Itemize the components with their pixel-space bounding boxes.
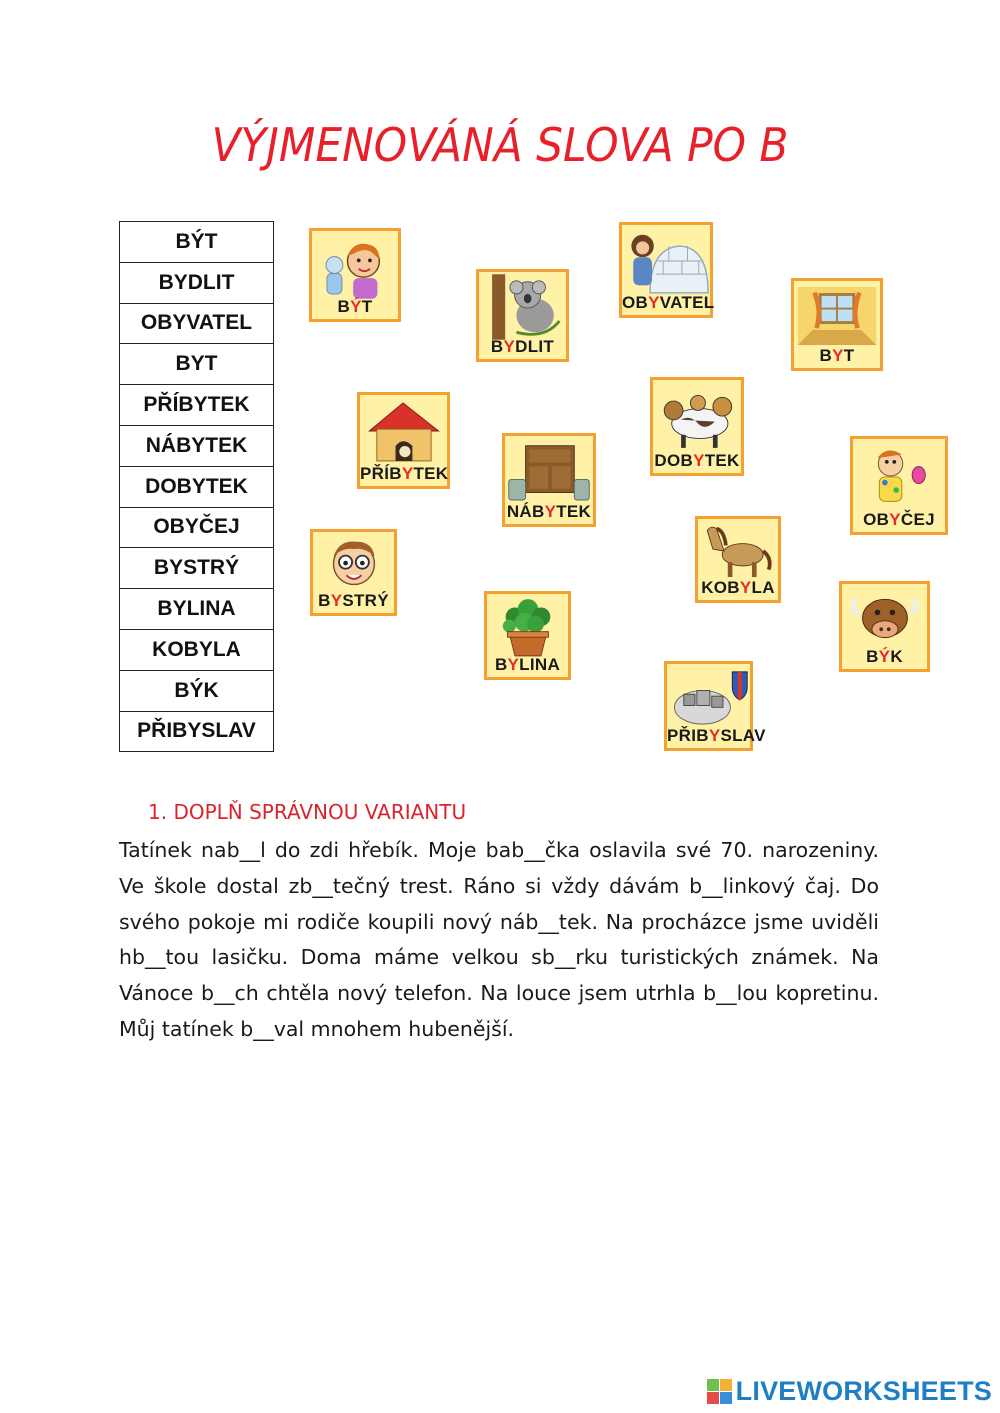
word-cell: PŘÍBYTEK	[120, 385, 274, 426]
table-row	[120, 466, 274, 507]
card-label: BYDLIT	[490, 337, 555, 356]
card-label: BÝK	[866, 647, 903, 666]
card-label: OBYČEJ	[863, 510, 935, 529]
eskimo-igloo-icon	[622, 225, 710, 297]
table-row	[120, 385, 274, 426]
card-label: BYT	[819, 346, 855, 365]
word-cell: KOBYLA	[120, 629, 274, 670]
table-row	[120, 303, 274, 344]
koala-on-tree-icon	[479, 272, 566, 342]
table-row	[120, 222, 274, 263]
table-row	[120, 262, 274, 303]
liveworksheets-brand	[707, 1376, 992, 1407]
word-cell: PŘIBYSLAV	[120, 711, 274, 752]
table-row	[120, 425, 274, 466]
exercise-heading: 1. DOPLŇ SPRÁVNOU VARIANTU	[148, 800, 467, 824]
doghouse-icon	[360, 395, 447, 467]
card-label: DOBYTEK	[654, 451, 740, 470]
table-row	[120, 548, 274, 589]
bull-icon	[842, 584, 927, 652]
word-cell: BYDLIT	[120, 262, 274, 303]
card-label: BÝT	[337, 297, 373, 316]
table-row	[120, 507, 274, 548]
clever-boy-icon	[313, 532, 394, 596]
table-row	[120, 711, 274, 752]
card-label: PŘÍBYTEK	[360, 464, 449, 483]
card-bydlit[interactable]	[476, 269, 569, 362]
room-window-icon	[794, 281, 880, 351]
card-byt-short[interactable]	[791, 278, 883, 371]
potted-plant-icon	[487, 594, 568, 660]
liveworksheets-logo-icon	[707, 1379, 732, 1404]
card-pribytek[interactable]	[357, 392, 450, 489]
word-cell: BYT	[120, 344, 274, 385]
town-coat-of-arms-icon	[667, 664, 750, 732]
card-obycej[interactable]	[850, 436, 948, 535]
word-cell: OBYVATEL	[120, 303, 274, 344]
table-row	[120, 670, 274, 711]
word-cell: BYSTRÝ	[120, 548, 274, 589]
table-row	[120, 589, 274, 630]
card-byt-long[interactable]	[309, 228, 401, 322]
card-bylina[interactable]	[484, 591, 571, 680]
card-label: BYLINA	[494, 655, 561, 674]
boy-with-doll-icon	[312, 231, 398, 301]
horse-icon	[698, 519, 778, 583]
card-label: BYSTRÝ	[318, 591, 389, 610]
cattle-icon	[653, 380, 741, 454]
card-label: NÁBYTEK	[506, 502, 592, 521]
card-label: PŘIBYSLAV	[667, 726, 766, 745]
page-title: VÝJMENOVÁNÁ SLOVA PO B	[211, 118, 789, 172]
word-cell: OBYČEJ	[120, 507, 274, 548]
word-cell: BÝK	[120, 670, 274, 711]
card-obyvatel[interactable]	[619, 222, 713, 318]
card-kobyla[interactable]	[695, 516, 781, 603]
word-cell: BÝT	[120, 222, 274, 263]
card-label: OBYVATEL	[622, 293, 715, 312]
furniture-icon	[505, 436, 593, 506]
card-dobytek[interactable]	[650, 377, 744, 476]
card-label: KOBYLA	[701, 578, 775, 597]
word-list-table	[119, 221, 274, 752]
table-row	[120, 344, 274, 385]
clown-boy-icon	[853, 439, 945, 513]
brand-name: LIVEWORKSHEETS	[735, 1376, 992, 1406]
word-cell: DOBYTEK	[120, 466, 274, 507]
card-bystry[interactable]	[310, 529, 397, 616]
card-nabytek[interactable]	[502, 433, 596, 527]
word-cell: BYLINA	[120, 589, 274, 630]
card-pribyslav[interactable]	[664, 661, 766, 751]
exercise-text: Tatínek nab__l do zdi hřebík. Moje bab__čka oslavila své 70. narozeniny. Ve škole dostal zb__tečný trest. Ráno si vždy dávám b__linkový čaj. Do svého pokoje mi rodiče koupili nový náb__tek. Na procházce jsme uviděli hb__tou lasičku. Doma máme velkou sb__rku turistických známek. Na Vánoce b__ch chtěla nový telefon. Na louce jsem utrhla b__lou kopretinu. Můj tatínek b__val mnohem hubenější.	[119, 838, 879, 1041]
card-byk[interactable]	[839, 581, 930, 672]
word-cell: NÁBYTEK	[120, 425, 274, 466]
table-row	[120, 629, 274, 670]
